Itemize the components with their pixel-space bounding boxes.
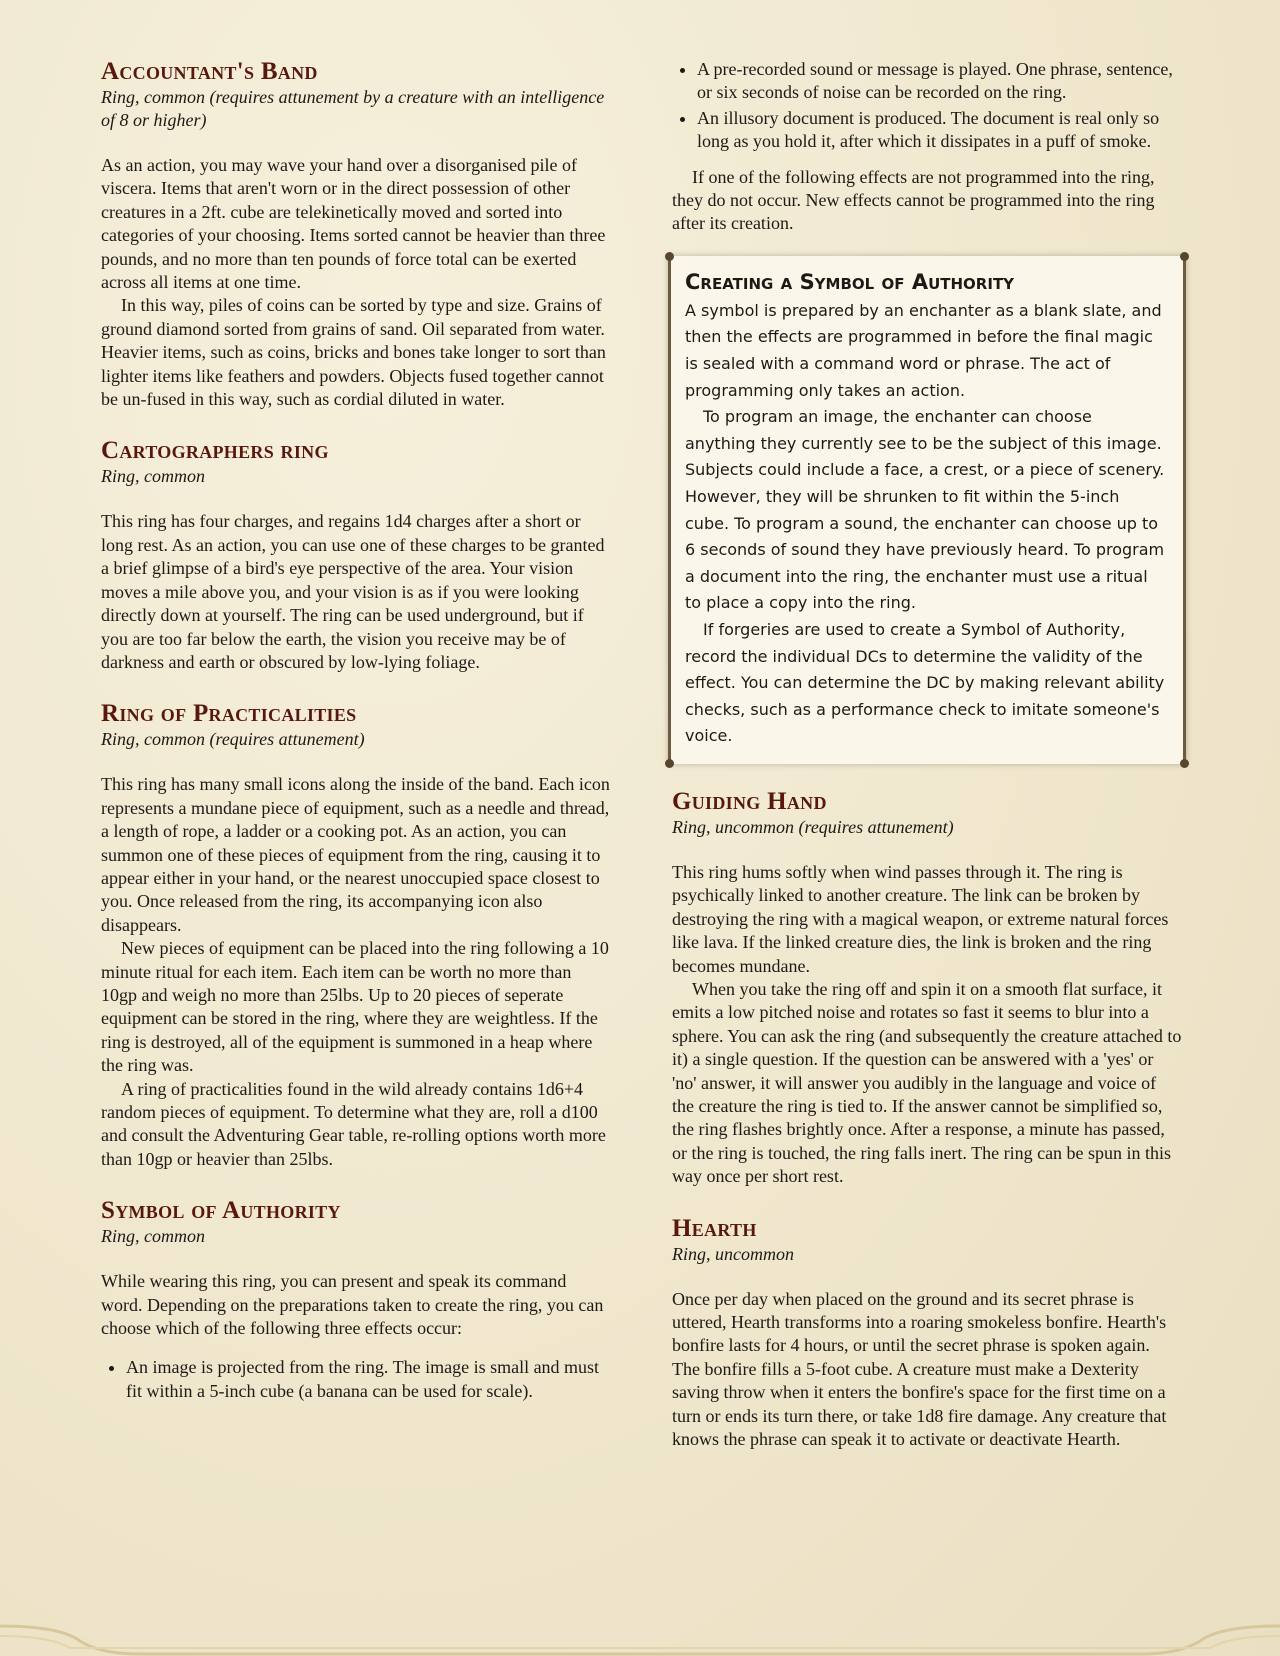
item-subtitle: Ring, common (requires attunement)	[101, 729, 365, 750]
footer-ornament-icon	[0, 1596, 1280, 1656]
item-subtitle: Ring, common (requires attunement by a creature with an intelligence of 8 or higher)	[101, 87, 605, 130]
paragraph: Once per day when placed on the ground and its secret phrase is uttered, Hearth transforms into a roaring smokeless bonfire. Hearth's bonfire lasts for 4 hours, or until the secret phrase is spoken again. The bonfire fills a 5-foot cube. A creature must make a Dexterity saving throw when it enters the bonfire's space for the first time on a turn or ends its turn there, or take 1d8 fire damage. Any creature that knows the phrase can speak it to activate or deactivate Hearth.	[672, 1288, 1167, 1450]
left-column	[101, 58, 611, 1429]
sidebar-note	[668, 256, 1186, 764]
item-title: Accountant's Band	[101, 58, 318, 85]
paragraph: As an action, you may wave your hand over a disorganised pile of viscera. Items that aren't worn or in the direct possession of other creatures in a 2ft. cube are telekinetically moved and sorted into categories of your choosing. Items sorted cannot be heavier than three pounds, and no more than ten pounds of force total can be exerted across all items at one time.	[101, 155, 606, 293]
item-guiding-hand	[672, 788, 1182, 1189]
paragraph: In this way, piles of coins can be sorted by type and size. Grains of ground diamond sorted from grains of sand. Oil separated from water. Heavier items, such as coins, bricks and bones take longer to sort than lighter items like feathers and powders. Objects fused together cannot be un-fused in this way, such as cordial diluted in water.	[101, 295, 606, 410]
item-title: Symbol of Authority	[101, 1197, 341, 1225]
item-symbol-of-authority	[101, 1197, 611, 1403]
item-title: Ring of Practicalities	[101, 700, 357, 728]
paragraph: While wearing this ring, you can present and speak its command word. Depending on the preparations taken to create the ring, you can choose which of the following three effects occur:	[101, 1271, 604, 1339]
sidebar-paragraph: If forgeries are used to create a Symbol of Authority, record the individual DCs to determine the validity of the effect. You can determine the DC by making relevant ability checks, such as a performance check to imitate someone's voice.	[685, 619, 1165, 746]
sidebar-paragraph: To program an image, the enchanter can choose anything they currently see to be the subject of this image. Subjects could include a face, a crest, or a piece of scenery. However, they will be shrunken to fit within the 5-inch cube. To program a sound, the enchanter can choose up to 6 seconds of sound they have previously heard. To program a document into the ring, the enchanter must use a ritual to place a copy into the ring.	[685, 407, 1165, 613]
item-subtitle: Ring, common	[101, 1226, 205, 1247]
list-item: • A pre-recorded sound or message is played. One phrase, sentence, or six seconds of noise can be recorded on the ring.	[697, 58, 1182, 105]
item-title: Cartographers ring	[101, 437, 329, 465]
paragraph: This ring has four charges, and regains 1d4 charges after a short or long rest. As an action, you can use one of these charges to be granted a brief glimpse of a bird's eye perspective of the area. Your vision moves a mile above you, and your vision is as if you were looking directly down at yourself. The ring can be used underground, but if you are too far below the earth, the vision you receive may be of darkness and earth or obscured by low-lying foliage.	[101, 511, 605, 672]
item-hearth	[672, 1215, 1182, 1452]
paragraph: This ring has many small icons along the inside of the band. Each icon represents a mundane piece of equipment, such as a needle and thread, a length of rope, a ladder or a cooking pot. As an action, you can summon one of these pieces of equipment from the ring, causing it to appear either in your hand, or the nearest unoccupied space closest to you. Once released from the ring, its accompanying icon also disappears.	[101, 774, 610, 935]
item-title: Guiding Hand	[672, 787, 827, 815]
item-accountants-band	[101, 58, 611, 411]
effects-list	[101, 1356, 611, 1403]
item-title: Hearth	[672, 1214, 757, 1242]
right-column	[672, 58, 1182, 1477]
list-item: • An illusory document is produced. The document is real only so long as you hold it, after which it dissipates in a puff of smoke.	[697, 107, 1182, 154]
paragraph: New pieces of equipment can be placed into the ring following a 10 minute ritual for each item. Each item can be worth no more than 10gp and weigh no more than 25lbs. Up to 20 pieces of seperate equipment can be stored in the ring, where they are weightless. If the ring is destroyed, all of the equipment is summoned in a heap where the ring was.	[101, 938, 609, 1076]
corner-ornament-icon	[665, 252, 674, 261]
corner-ornament-icon	[665, 759, 674, 768]
item-cartographers-ring	[101, 437, 611, 674]
list-item: • An image is projected from the ring. The image is small and must fit within a 5-inch cube (a banana can be used for scale).	[126, 1356, 611, 1403]
item-subtitle: Ring, uncommon (requires attunement)	[672, 816, 954, 837]
paragraph: When you take the ring off and spin it on a smooth flat surface, it emits a low pitched noise and rotates so fast it seems to blur into a sphere. You can ask the ring (and subsequently the creature attached to it) a single question. If the question can be answered with a 'yes' or 'no' answer, it will answer you audibly in the language and voice of the creature the ring is tied to. If the answer cannot be simplified so, the ring flashes brightly once. After a response, a minute has passed, or the ring is touched, the ring falls inert. The ring can be spun in this way once per short rest.	[672, 978, 1182, 1187]
paragraph: If one of the following effects are not programmed into the ring, they do not occur. New effects cannot be programmed into the ring after its creation.	[672, 166, 1155, 234]
corner-ornament-icon	[1180, 759, 1189, 768]
corner-ornament-icon	[1180, 252, 1189, 261]
paragraph: This ring hums softly when wind passes through it. The ring is psychically linked to another creature. The link can be broken by destroying the ring with a magical weapon, or extreme natural forces like lava. If the linked creature dies, the link is broken and the ring becomes mundane.	[672, 861, 1169, 976]
sidebar-title: Creating a Symbol of Authority	[685, 269, 1015, 294]
effects-list-continued	[672, 58, 1182, 154]
sidebar-paragraph: A symbol is prepared by an enchanter as a blank slate, and then the effects are programmed in before the final magic is sealed with a command word or phrase. The act of programming only takes an action.	[685, 300, 1162, 400]
paragraph: A ring of practicalities found in the wild already contains 1d6+4 random pieces of equipment. To determine what they are, roll a d100 and consult the Adventuring Gear table, re-rolling options worth more than 10gp or heavier than 25lbs.	[101, 1078, 606, 1169]
item-ring-of-practicalities	[101, 700, 611, 1171]
item-subtitle: Ring, uncommon	[672, 1243, 794, 1264]
item-subtitle: Ring, common	[101, 466, 205, 487]
